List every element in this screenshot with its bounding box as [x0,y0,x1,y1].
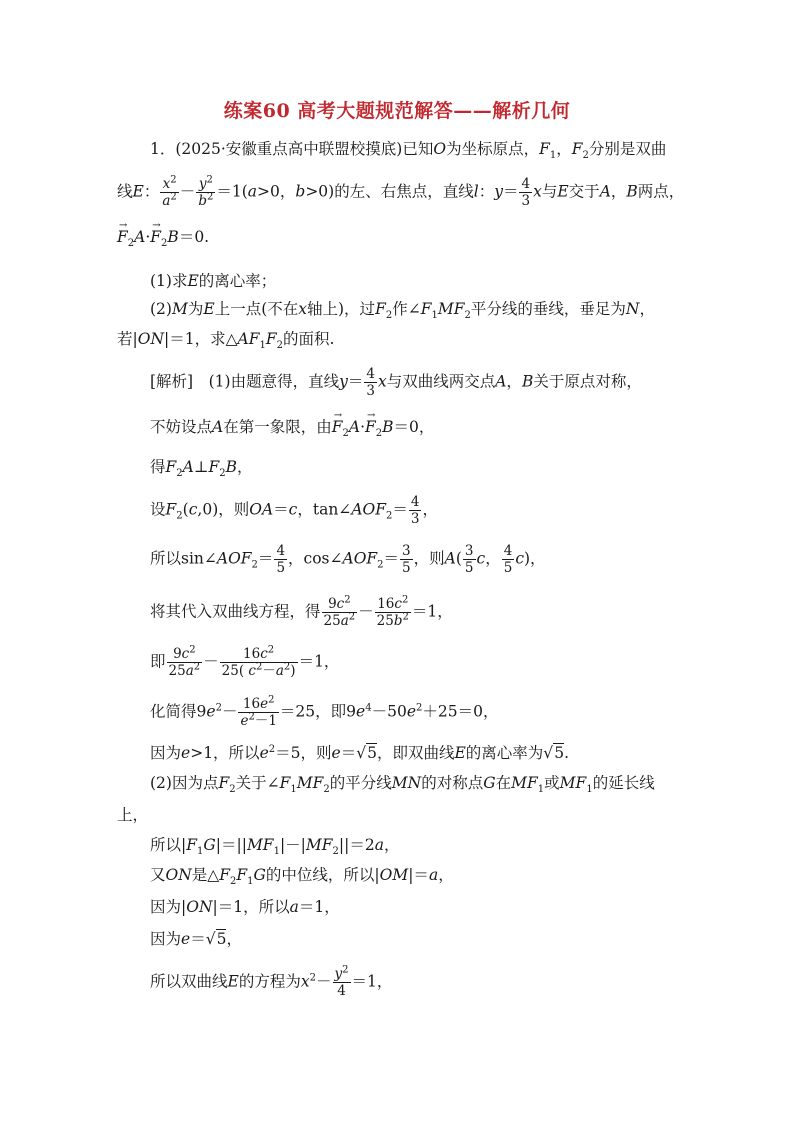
solution-line-10: (2)因为点$F_2$关于$\angle F_1MF_2$的平分线MN的对称点G在$MF_1$或$MF_1$的延长线 [150,774,655,796]
problem-line-3: → $F_2A\cdot\to F_2B=0$. [117,226,209,248]
solution-line-3: 得$F_2A\perp F_2B$， [150,458,253,480]
page-title: 练案60 高考大题规范解答——解析几何 [223,100,571,122]
solution-line-5: 所以$\sin\angle AOF_2=$ $\frac{4}{5}$ ，$\cos\angle AOF_2=$ $\frac{3}{5}$ ，则A( $\frac{3}{5}$ c， $\frac{4}{5}$ c)， [150,543,546,576]
solution-line-2: 不妨设点A在第一象限，由→ $F_2A\cdot\to F_2B=0$， [150,416,434,438]
solution-line-12: 所以$|F_1G|=||MF_1|-|MF_2||=2a$， [150,836,400,858]
question-2: (2)M为E上一点(不在x轴上)，过$F_2$作$\angle F_1MF_2$平分线的垂线，垂足为N， [150,300,655,322]
solution-line-7: 即 $\frac{9c^2}{25a^2}$ － $\frac{16c^2}{25( c^2-a^2)}$ ＝1， [150,644,340,679]
solution-line-15: 因为e＝√5， [150,930,242,948]
solution-line-6: 将其代入双曲线方程，得 $\frac{9c^2}{25a^2}$ － $\frac{16c^2}{25b^2}$ ＝1， [150,594,453,629]
question-1: (1)求E的离心率； [150,272,277,290]
solution-line-11: 上， [117,806,149,824]
solution-line-9: 因为e>1，所以$e^2=5$，则e＝√5，即双曲线E的离心率为√5. [150,743,569,762]
solution-line-16: 所以双曲线E的方程为$x^2-$ $\frac{y^2}{4}$ ＝1， [150,964,393,999]
solution-line-1: [解析] (1)由题意得，直线y＝ $\frac{4}{3}$ x与双曲线两交点A，B关于原点对称， [150,366,642,399]
problem-line-1: 1．(2025·安徽重点高中联盟校摸底)已知O为坐标原点，$F_1$，$F_2$分别是双曲 [150,140,667,162]
solution-line-13: 又ON是$\triangle F_2F_1G$的中位线，所以|OM|＝a， [150,866,454,888]
solution-line-14: 因为|ON|＝1，所以a＝1， [150,898,340,916]
problem-line-2: 线E： $\frac{x^2}{a^2}$ － $\frac{y^2}{b^2}$ ＝1(a>0，b>0)的左、右焦点，直线l：y＝ $\frac{4}{3}$ x与E交于A，B两点， [117,174,685,209]
solution-line-4: 设$F_2(c,0)$，则OA＝c，$\tan\angle AOF_2=$ $\frac{4}{3}$ ， [150,494,438,527]
solution-line-8: 化简得$9e^2-$ $\frac{16e^2}{e^2-1}$ ＝25，即$9e^4-50e^2+25=0$， [150,694,499,729]
question-2-cont: 若|ON|＝1，求$\triangle AF_1F_2$的面积. [117,330,335,352]
